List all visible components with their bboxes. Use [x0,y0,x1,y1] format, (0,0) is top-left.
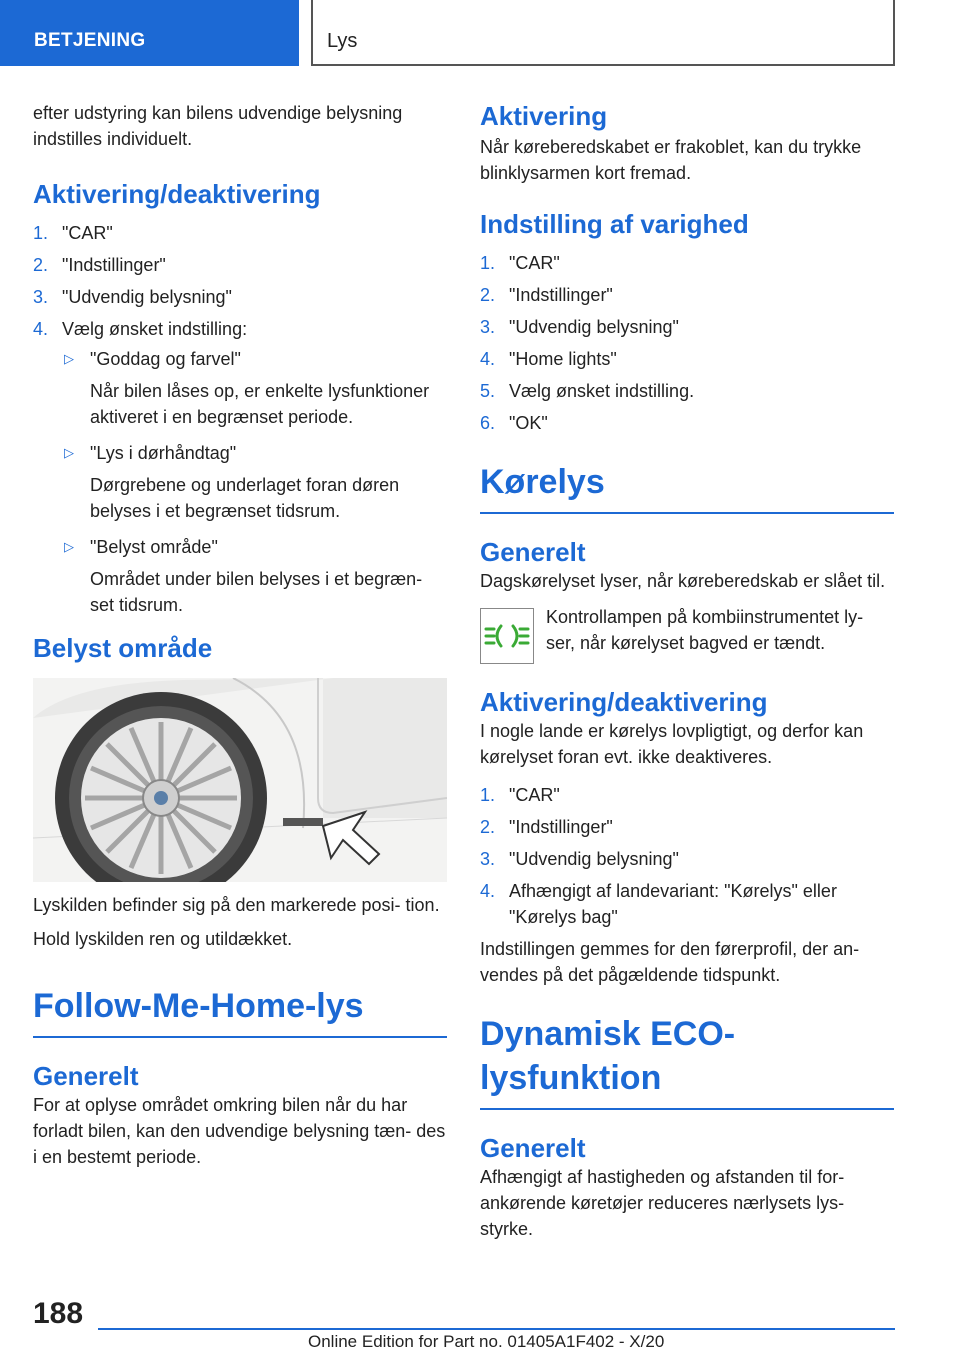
page-number: 188 [33,1297,84,1330]
step-number: 4. [480,349,496,369]
act-korelys-text: I nogle lande er kørelys lovpligtigt, og derfor kan kørelyset foran evt. ikke deaktiveres. [480,721,864,767]
activation-steps [33,220,447,618]
heading-varighed: Indstilling af varighed [480,209,749,239]
step-text: "CAR" [509,253,560,273]
indicator-text: Kontrollampen på kombiinstrumentet ly‐ ser, når kørelyset bagved er tændt. [546,607,864,653]
list-item [480,782,894,808]
heading-activation: Aktivering/deaktivering [33,179,321,209]
eco-text: Afhængigt af hastigheden og afstanden til for‐ ankørende køretøjer reduceres nærlysets lys‐ styrke. [480,1167,845,1239]
list-item [480,410,894,436]
step-text: "Indstillinger" [509,285,613,305]
option-label: "Belyst område" [90,537,218,557]
car-wheel-illustration [33,678,447,882]
step-number: 3. [480,317,496,337]
option-label: "Lys i dørhåndtag" [90,443,237,463]
step-text: "Udvendig belysning" [62,287,232,307]
step-number: 4. [480,881,496,901]
heading-act-korelys: Aktivering/deaktivering [480,687,768,717]
list-item [480,250,894,276]
chapter-header [311,0,895,66]
heading-korelys: Kørelys [480,460,894,514]
list-item [33,284,447,310]
option-desc: Området under bilen belyses i et begræn‐ set tidsrum. [90,569,423,615]
step-text: "Udvendig belysning" [509,849,679,869]
section-tab [0,0,299,66]
varighed-steps [480,250,894,436]
intro-text: efter udstyring kan bilens udvendige belysning indstilles individuelt. [33,103,403,149]
daytime-running-light-icon [480,608,534,664]
triangle-bullet-icon: ▷ [64,351,74,366]
heading-generelt-korelys: Generelt [480,537,586,567]
korelys-steps [480,782,894,930]
option-desc: Dørgrebene og underlaget foran døren belyses i et begrænset tidsrum. [90,475,400,521]
step-number: 1. [33,223,49,243]
heading-eco: Dynamisk ECO-lysfunktion [480,1012,894,1110]
triangle-bullet-icon: ▷ [64,539,74,554]
list-item [33,316,447,618]
step-number: 2. [33,255,49,275]
heading-belyst: Belyst område [33,633,213,663]
option-label: "Goddag og farvel" [90,349,241,369]
step-text: Vælg ønsket indstilling. [509,381,695,401]
step-number: 3. [33,287,49,307]
generelt-text: For at oplyse området omkring bilen når du har forladt bilen, kan den udvendige belysning tæn‐ des i en bestemt periode. [33,1095,446,1167]
chapter-title: Lys [327,30,358,52]
korelys-generelt-text: Dagskørelyset lyser, når køreberedskab er slået til. [480,571,886,591]
list-item [480,282,894,308]
option-list [62,346,447,618]
step-text: "CAR" [509,785,560,805]
edition-note: Online Edition for Part no. 01405A1F402 - X/20 [308,1332,665,1351]
step-text: "Home lights" [509,349,617,369]
step-number: 2. [480,817,496,837]
heading-generelt-eco: Generelt [480,1133,586,1163]
list-item [480,878,894,930]
saved-text: Indstillingen gemmes for den førerprofil, der an‐ vendes på det pågældende tidspunkt. [480,939,860,985]
step-text: Afhængigt af landevariant: "Kørelys" eller "Kørelys bag" [509,881,837,927]
step-number: 4. [33,319,49,339]
option-desc: Når bilen låses op, er enkelte lysfunktioner aktiveret i en begrænset periode. [90,381,430,427]
list-item [480,814,894,840]
step-text: "OK" [509,413,548,433]
step-number: 3. [480,849,496,869]
step-text: Vælg ønsket indstilling: [62,319,248,339]
footer-divider [98,1328,895,1330]
list-item [480,378,894,404]
step-text: "CAR" [62,223,113,243]
list-item [480,314,894,340]
step-text: "Udvendig belysning" [509,317,679,337]
caption-position: Lyskilden befinder sig på den markerede posi‐ tion. [33,895,440,915]
caption-clean: Hold lyskilden ren og utildækket. [33,929,293,949]
heading-follow-me-home: Follow-Me-Home-lys [33,984,447,1038]
aktivering-text: Når køreberedskabet er frakoblet, kan du trykke blinklysarmen kort fremad. [480,137,862,183]
step-number: 5. [480,381,496,401]
option-item [62,534,447,618]
option-item [62,346,447,430]
list-item [480,846,894,872]
list-item [33,252,447,278]
step-number: 1. [480,785,496,805]
step-number: 2. [480,285,496,305]
step-text: "Indstillinger" [62,255,166,275]
left-column [33,100,447,1170]
step-number: 6. [480,413,496,433]
heading-aktivering: Aktivering [480,101,608,131]
triangle-bullet-icon: ▷ [64,445,74,460]
option-item [62,440,447,524]
list-item [33,220,447,246]
indicator-note [480,604,894,664]
heading-generelt: Generelt [33,1061,139,1091]
list-item [480,346,894,372]
right-column [480,100,894,1242]
step-number: 1. [480,253,496,273]
step-text: "Indstillinger" [509,817,613,837]
section-label: BETJENING [34,30,146,51]
